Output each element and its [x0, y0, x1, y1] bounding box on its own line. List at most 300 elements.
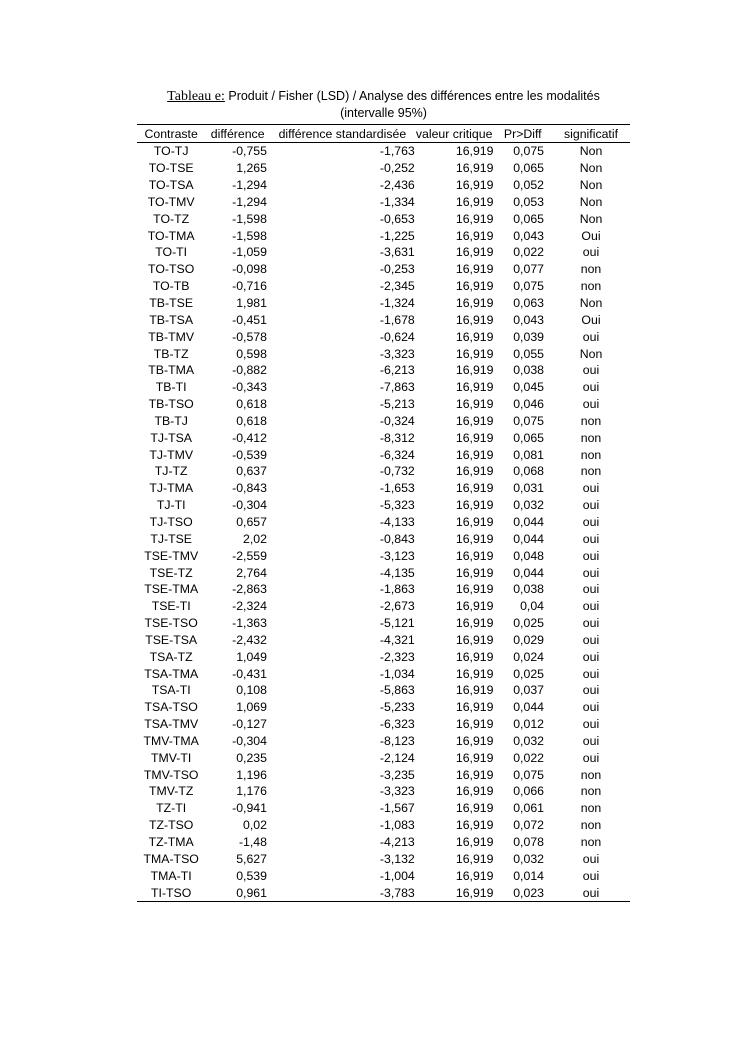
cell-significatif: non: [580, 784, 602, 799]
cell-difference: 2,764: [236, 565, 267, 580]
cell-difference: -0,941: [232, 801, 267, 816]
cell-significatif: Non: [579, 211, 603, 226]
header-valeur-critique: valeur critique: [415, 126, 493, 141]
cell-difference: -1,598: [232, 228, 267, 243]
cell-significatif: Non: [579, 144, 603, 159]
cell-difference: -0,343: [232, 380, 267, 395]
caption-label: Tableau e:: [167, 89, 225, 104]
cell-significatif: Non: [579, 296, 603, 311]
table-row: [137, 143, 630, 160]
table-row: [137, 817, 630, 834]
cell-difference: 0,108: [236, 683, 267, 698]
cell-significatif: oui: [552, 884, 630, 901]
cell-significatif: non: [580, 262, 602, 277]
table-body: [137, 143, 630, 902]
cell-pr-diff: 0,039: [513, 329, 544, 344]
cell-significatif: oui: [582, 548, 600, 563]
cell-significatif: oui: [582, 750, 600, 765]
cell-significatif: non: [580, 835, 602, 850]
cell-significatif: oui: [582, 666, 600, 681]
table-row: [137, 278, 630, 295]
cell-significatif: oui: [582, 565, 600, 580]
cell-difference-standardisee: -3,323: [379, 784, 415, 799]
cell-contraste: TJ-TMV: [149, 447, 194, 462]
cell-contraste: TSA-TSO: [144, 700, 198, 715]
cell-valeur-critique: 16,919: [455, 329, 494, 344]
cell-pr-diff: 0,043: [513, 312, 544, 327]
table-row: [137, 244, 630, 261]
cell-pr-diff: 0,066: [513, 784, 544, 799]
cell-contraste: TMA-TSO: [143, 851, 199, 866]
cell-significatif: non: [580, 767, 602, 782]
table-row: [137, 716, 630, 733]
cell-difference: 5,627: [236, 851, 267, 866]
cell-valeur-critique: 16,919: [455, 178, 494, 193]
table-row: [137, 564, 630, 581]
cell-contraste: TO-TZ: [153, 211, 190, 226]
cell-contraste: TJ-TSO: [149, 514, 193, 529]
table-row: [137, 733, 630, 750]
cell-contraste: TZ-TSO: [148, 818, 194, 833]
cell-contraste: TO-TSO: [148, 262, 195, 277]
cell-difference-standardisee: -4,135: [379, 565, 415, 580]
table-row: [137, 429, 630, 446]
cell-difference-standardisee: -3,123: [379, 548, 415, 563]
cell-difference: -0,451: [232, 312, 267, 327]
cell-difference: 0,02: [243, 818, 267, 833]
header-difference: différence: [205, 125, 270, 143]
cell-pr-diff: 0,065: [513, 430, 544, 445]
cell-pr-diff: 0,022: [513, 750, 544, 765]
cell-pr-diff: 0,044: [513, 531, 544, 546]
cell-valeur-critique: 16,919: [455, 514, 494, 529]
cell-contraste: TZ-TI: [156, 801, 187, 816]
cell-difference-standardisee: -5,213: [379, 397, 415, 412]
cell-difference-standardisee: -1,034: [379, 666, 415, 681]
cell-valeur-critique: 16,919: [455, 649, 494, 664]
table-row: [137, 665, 630, 682]
cell-valeur-critique: 16,919: [455, 666, 494, 681]
cell-valeur-critique: 16,919: [455, 262, 494, 277]
cell-contraste: TB-TSO: [148, 397, 194, 412]
cell-significatif: non: [580, 801, 602, 816]
cell-significatif: Oui: [581, 312, 601, 327]
cell-pr-diff: 0,044: [513, 700, 544, 715]
cell-difference-standardisee: -2,124: [379, 750, 415, 765]
cell-difference-standardisee: -2,436: [379, 178, 415, 193]
cell-difference-standardisee: -1,334: [379, 194, 415, 209]
cell-valeur-critique: 16,919: [455, 380, 494, 395]
cell-difference: -0,539: [232, 447, 267, 462]
cell-difference-standardisee: -3,631: [379, 245, 415, 260]
caption-title: Produit / Fisher (LSD) / Analyse des différences entre les modalités: [228, 89, 600, 103]
cell-contraste: TMV-TI: [151, 750, 192, 765]
cell-difference: -1,059: [232, 245, 267, 260]
cell-significatif: oui: [582, 717, 600, 732]
cell-contraste: TB-TSE: [149, 296, 194, 311]
cell-valeur-critique: 16,919: [455, 632, 494, 647]
cell-valeur-critique: 16,919: [455, 548, 494, 563]
cell-difference: -2,324: [232, 599, 267, 614]
cell-significatif: non: [580, 279, 602, 294]
cell-valeur-critique: 16,919: [455, 363, 494, 378]
table-row: [137, 194, 630, 211]
cell-difference: -0,304: [232, 498, 267, 513]
cell-difference: 1,265: [236, 161, 267, 176]
cell-difference: -2,432: [232, 632, 267, 647]
cell-valeur-critique: 16,919: [455, 413, 494, 428]
table-row: [137, 682, 630, 699]
cell-pr-diff: 0,075: [513, 144, 544, 159]
cell-pr-diff: 0,065: [513, 211, 544, 226]
cell-difference-standardisee: -2,345: [379, 279, 415, 294]
cell-pr-diff: 0,075: [513, 279, 544, 294]
cell-pr-diff: 0,025: [513, 666, 544, 681]
table-row: [137, 581, 630, 598]
cell-significatif: oui: [582, 531, 600, 546]
cell-difference-standardisee: -0,253: [379, 262, 415, 277]
cell-contraste: TB-TI: [155, 380, 187, 395]
cell-difference-standardisee: -1,678: [379, 312, 415, 327]
cell-pr-diff: 0,048: [513, 548, 544, 563]
cell-significatif: oui: [582, 329, 600, 344]
cell-pr-diff: 0,045: [513, 380, 544, 395]
cell-difference: 2,02: [243, 531, 267, 546]
table-row: [137, 362, 630, 379]
cell-significatif: oui: [582, 868, 600, 883]
cell-difference: -1,294: [232, 194, 267, 209]
cell-difference: 0,539: [236, 868, 267, 883]
cell-pr-diff: 0,04: [520, 599, 544, 614]
cell-difference: -0,431: [232, 666, 267, 681]
table-row: [137, 547, 630, 564]
cell-difference-standardisee: -5,233: [379, 700, 415, 715]
cell-valeur-critique: 16,919: [455, 616, 494, 631]
header-pr-diff: Pr>Diff: [494, 125, 553, 143]
cell-contraste: TO-TSE: [148, 161, 194, 176]
cell-valeur-critique: 16,919: [455, 784, 494, 799]
cell-contraste: TZ-TMA: [148, 835, 194, 850]
cell-contraste: TO-TJ: [153, 144, 189, 159]
cell-pr-diff: 0,078: [513, 835, 544, 850]
cell-significatif: oui: [582, 498, 600, 513]
cell-difference-standardisee: -3,132: [379, 851, 415, 866]
table-row: [137, 497, 630, 514]
cell-significatif: oui: [582, 599, 600, 614]
cell-valeur-critique: 16,919: [455, 767, 494, 782]
cell-contraste: TSA-TMV: [144, 717, 199, 732]
cell-pr-diff: 0,053: [513, 194, 544, 209]
table-row: [137, 446, 630, 463]
table-row: [137, 345, 630, 362]
cell-difference: 1,196: [236, 767, 267, 782]
table-row: [137, 295, 630, 312]
cell-pr-diff: 0,032: [513, 733, 544, 748]
cell-difference-standardisee: -6,324: [379, 447, 415, 462]
header-difference-standardisee: différence standardisée: [270, 125, 415, 143]
cell-pr-diff: 0,037: [513, 683, 544, 698]
cell-difference: -1,363: [232, 616, 267, 631]
cell-contraste: TB-TZ: [153, 346, 189, 361]
cell-difference-standardisee: -0,653: [379, 211, 415, 226]
cell-contraste: TJ-TMA: [149, 481, 194, 496]
cell-contraste: TSE-TZ: [149, 565, 193, 580]
table-row: [137, 177, 630, 194]
cell-pr-diff: 0,029: [513, 632, 544, 647]
cell-difference-standardisee: -5,323: [379, 498, 415, 513]
cell-pr-diff: 0,032: [513, 498, 544, 513]
cell-valeur-critique: 16,919: [455, 211, 494, 226]
cell-difference: 0,961: [205, 884, 270, 901]
cell-valeur-critique: 16,919: [455, 717, 494, 732]
cell-significatif: oui: [582, 582, 600, 597]
cell-valeur-critique: 16,919: [455, 733, 494, 748]
cell-valeur-critique: 16,919: [455, 531, 494, 546]
cell-contraste: TSA-TMA: [144, 666, 199, 681]
table-row: [137, 615, 630, 632]
cell-valeur-critique: 16,919: [455, 750, 494, 765]
cell-difference-standardisee: -4,213: [379, 835, 415, 850]
cell-difference-standardisee: -4,133: [379, 514, 415, 529]
cell-pr-diff: 0,043: [513, 228, 544, 243]
cell-pr-diff: 0,044: [513, 514, 544, 529]
cell-difference: 0,235: [236, 750, 267, 765]
cell-pr-diff: 0,081: [513, 447, 544, 462]
table-caption: [137, 88, 630, 122]
table-row: [137, 463, 630, 480]
cell-valeur-critique: 16,919: [455, 835, 494, 850]
table-row: [137, 783, 630, 800]
cell-valeur-critique: 16,919: [455, 464, 494, 479]
cell-significatif: non: [580, 430, 602, 445]
cell-significatif: oui: [582, 851, 600, 866]
cell-pr-diff: 0,063: [513, 296, 544, 311]
table-row: [137, 884, 630, 901]
fisher-lsd-table: [137, 124, 630, 902]
table-row: [137, 160, 630, 177]
cell-significatif: oui: [582, 632, 600, 647]
cell-valeur-critique: 16,919: [455, 430, 494, 445]
cell-significatif: Non: [579, 194, 603, 209]
cell-contraste: TSA-TZ: [149, 649, 193, 664]
cell-pr-diff: 0,038: [513, 363, 544, 378]
cell-difference: -0,843: [232, 481, 267, 496]
cell-contraste: TO-TB: [152, 279, 190, 294]
cell-difference-standardisee: -8,312: [379, 430, 415, 445]
cell-valeur-critique: 16,919: [455, 296, 494, 311]
cell-pr-diff: 0,012: [513, 717, 544, 732]
table-row: [137, 379, 630, 396]
cell-significatif: oui: [582, 733, 600, 748]
cell-contraste: TB-TMA: [148, 363, 195, 378]
cell-difference-standardisee: -3,323: [379, 346, 415, 361]
cell-difference-standardisee: -1,083: [379, 818, 415, 833]
cell-valeur-critique: 16,919: [455, 194, 494, 209]
cell-difference-standardisee: -1,653: [379, 481, 415, 496]
cell-difference: -1,598: [232, 211, 267, 226]
cell-difference: -1,48: [238, 835, 267, 850]
cell-difference-standardisee: -3,783: [270, 884, 415, 901]
cell-pr-diff: 0,014: [513, 868, 544, 883]
cell-valeur-critique: 16,919: [455, 851, 494, 866]
caption-subtitle: (intervalle 95%): [340, 106, 427, 120]
cell-contraste: TO-TMA: [147, 228, 195, 243]
cell-pr-diff: 0,065: [513, 161, 544, 176]
cell-pr-diff: 0,055: [513, 346, 544, 361]
cell-valeur-critique: 16,919: [455, 312, 494, 327]
table-row: [137, 311, 630, 328]
header-row: [137, 125, 630, 143]
cell-difference-standardisee: -5,863: [379, 683, 415, 698]
cell-contraste: TJ-TZ: [154, 464, 188, 479]
cell-difference: -0,578: [232, 329, 267, 344]
cell-valeur-critique: 16,919: [455, 582, 494, 597]
cell-valeur-critique: 16,919: [455, 245, 494, 260]
cell-pr-diff: 0,075: [513, 413, 544, 428]
cell-difference: 1,049: [236, 649, 267, 664]
table-row: [137, 598, 630, 615]
cell-valeur-critique: 16,919: [455, 279, 494, 294]
cell-significatif: non: [580, 447, 602, 462]
cell-difference: 1,069: [236, 700, 267, 715]
cell-valeur-critique: 16,919: [455, 683, 494, 698]
header-contraste: Contraste: [137, 125, 205, 143]
cell-pr-diff: 0,025: [513, 616, 544, 631]
cell-difference: 0,618: [236, 413, 267, 428]
cell-difference-standardisee: -5,121: [379, 616, 415, 631]
cell-difference: -0,755: [232, 144, 267, 159]
cell-contraste: TMV-TMA: [143, 733, 199, 748]
cell-contraste: TJ-TI: [156, 498, 186, 513]
cell-difference-standardisee: -4,321: [379, 632, 415, 647]
table-row: [137, 699, 630, 716]
cell-contraste: TJ-TSA: [150, 430, 192, 445]
cell-contraste: TJ-TSE: [150, 531, 192, 546]
cell-significatif: Non: [579, 178, 603, 193]
cell-valeur-critique: 16,919: [455, 397, 494, 412]
table-row: [137, 413, 630, 430]
cell-contraste: TB-TMV: [148, 329, 195, 344]
cell-significatif: oui: [582, 700, 600, 715]
cell-difference-standardisee: -0,732: [379, 464, 415, 479]
cell-significatif: Non: [579, 346, 603, 361]
cell-valeur-critique: 16,919: [455, 481, 494, 496]
cell-pr-diff: 0,068: [513, 464, 544, 479]
cell-difference-standardisee: -7,863: [379, 380, 415, 395]
table-row: [137, 480, 630, 497]
cell-significatif: oui: [582, 397, 600, 412]
cell-pr-diff: 0,077: [513, 262, 544, 277]
cell-contraste: TB-TJ: [154, 413, 188, 428]
cell-pr-diff: 0,075: [513, 767, 544, 782]
cell-valeur-critique: 16,919: [415, 884, 494, 901]
table-row: [137, 530, 630, 547]
cell-difference: -0,716: [232, 279, 267, 294]
cell-valeur-critique: 16,919: [455, 565, 494, 580]
cell-valeur-critique: 16,919: [455, 700, 494, 715]
cell-difference: 0,618: [236, 397, 267, 412]
cell-contraste: TI-TSO: [137, 884, 205, 901]
cell-significatif: oui: [582, 514, 600, 529]
cell-significatif: Non: [579, 161, 603, 176]
cell-contraste: TMV-TZ: [148, 784, 194, 799]
cell-valeur-critique: 16,919: [455, 599, 494, 614]
table-row: [137, 396, 630, 413]
table-row: [137, 766, 630, 783]
cell-valeur-critique: 16,919: [455, 144, 494, 159]
table-row: [137, 648, 630, 665]
cell-difference-standardisee: -6,323: [379, 717, 415, 732]
table-row: [137, 850, 630, 867]
cell-difference: -0,098: [232, 262, 267, 277]
cell-valeur-critique: 16,919: [455, 447, 494, 462]
cell-pr-diff: 0,022: [513, 245, 544, 260]
cell-contraste: TO-TSA: [148, 178, 194, 193]
cell-pr-diff: 0,061: [513, 801, 544, 816]
cell-difference-standardisee: -3,235: [379, 767, 415, 782]
cell-contraste: TSA-TI: [151, 683, 191, 698]
table-row: [137, 834, 630, 851]
cell-significatif: oui: [582, 616, 600, 631]
cell-difference-standardisee: -0,324: [379, 413, 415, 428]
cell-pr-diff: 0,023: [494, 884, 553, 901]
cell-contraste: TMV-TSO: [143, 767, 199, 782]
cell-difference: -2,863: [232, 582, 267, 597]
cell-difference: 0,598: [236, 346, 267, 361]
table-row: [137, 210, 630, 227]
cell-contraste: TSE-TMA: [144, 582, 199, 597]
cell-valeur-critique: 16,919: [455, 801, 494, 816]
cell-significatif: oui: [582, 380, 600, 395]
cell-significatif: non: [580, 818, 602, 833]
table-row: [137, 227, 630, 244]
cell-contraste: TO-TMV: [147, 194, 195, 209]
cell-difference-standardisee: -1,863: [379, 582, 415, 597]
cell-contraste: TSE-TSO: [144, 616, 198, 631]
cell-difference-standardisee: -1,567: [379, 801, 415, 816]
cell-difference-standardisee: -1,004: [379, 868, 415, 883]
cell-pr-diff: 0,024: [513, 649, 544, 664]
cell-difference: -0,882: [232, 363, 267, 378]
cell-contraste: TMA-TI: [150, 868, 192, 883]
cell-difference: 0,657: [236, 514, 267, 529]
cell-difference: -1,294: [232, 178, 267, 193]
cell-difference: -0,304: [232, 733, 267, 748]
cell-significatif: oui: [582, 683, 600, 698]
table-row: [137, 631, 630, 648]
cell-valeur-critique: 16,919: [455, 498, 494, 513]
cell-significatif: oui: [582, 481, 600, 496]
cell-difference: 0,637: [236, 464, 267, 479]
cell-pr-diff: 0,031: [513, 481, 544, 496]
cell-difference-standardisee: -8,123: [379, 733, 415, 748]
cell-difference: -0,127: [232, 717, 267, 732]
cell-pr-diff: 0,072: [513, 818, 544, 833]
cell-significatif: oui: [582, 245, 600, 260]
cell-valeur-critique: 16,919: [455, 161, 494, 176]
cell-contraste: TSE-TI: [151, 599, 191, 614]
cell-significatif: non: [580, 413, 602, 428]
cell-significatif: oui: [582, 363, 600, 378]
cell-pr-diff: 0,046: [513, 397, 544, 412]
cell-difference-standardisee: -0,624: [379, 329, 415, 344]
cell-pr-diff: 0,038: [513, 582, 544, 597]
cell-difference-standardisee: -1,225: [379, 228, 415, 243]
cell-difference-standardisee: -2,673: [379, 599, 415, 614]
cell-difference-standardisee: -2,323: [379, 649, 415, 664]
cell-contraste: TO-TI: [155, 245, 188, 260]
cell-pr-diff: 0,032: [513, 851, 544, 866]
